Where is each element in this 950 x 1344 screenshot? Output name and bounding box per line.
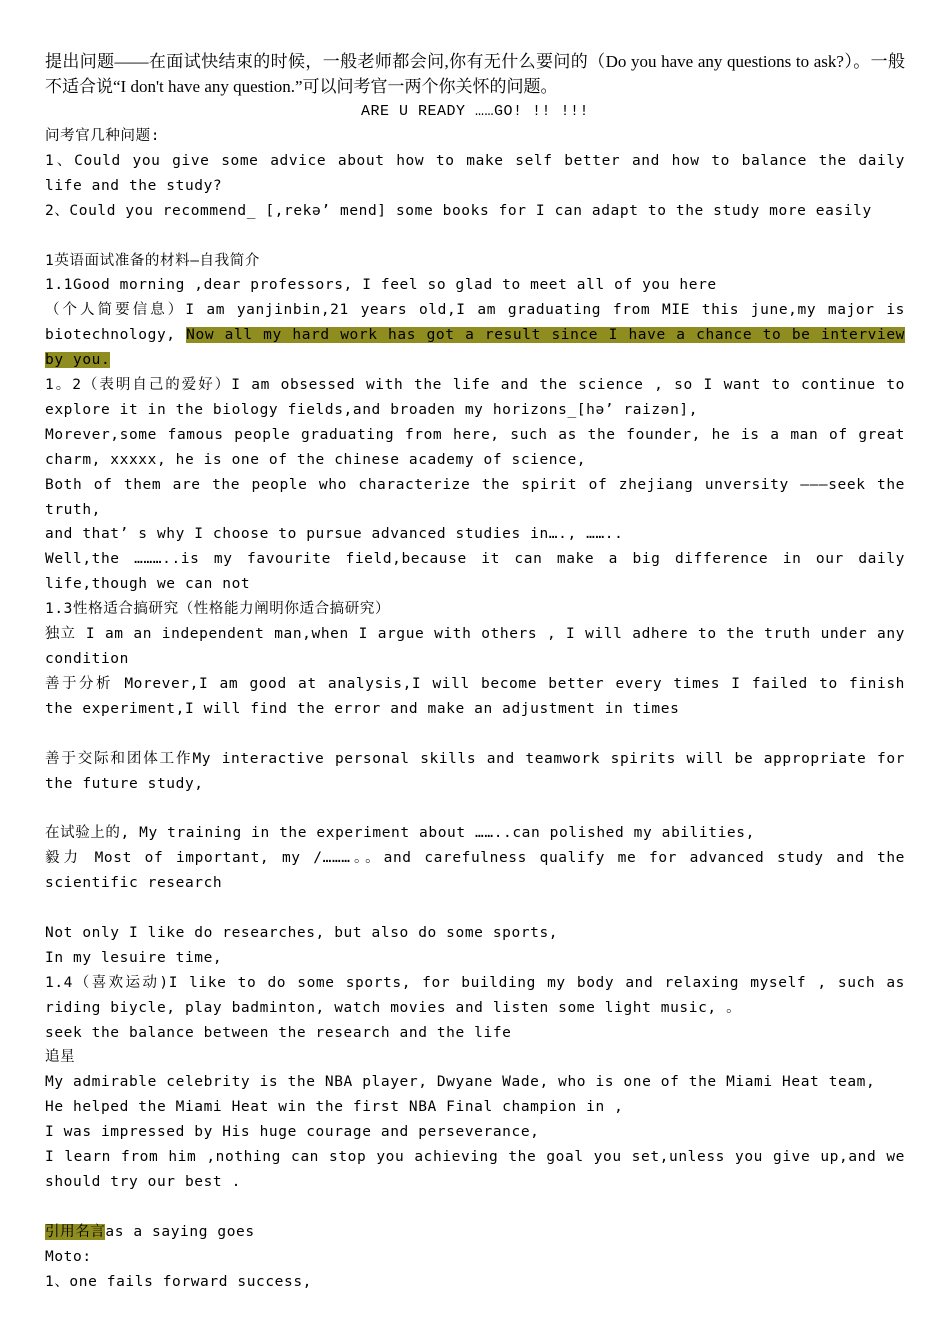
greeting-line: 1.1Good morning ,dear professors, I feel so glad to meet all of you here — [45, 277, 717, 294]
experiment-line: 在试验上的, My training in the experiment about ……..can polished my abilities, — [45, 825, 755, 842]
analysis-paragraph: 善于分析 Morever,I am good at analysis,I will become better every times I failed to finish the experiment,I will find the error and make an adjustment in times — [45, 675, 905, 717]
ready-line: ARE U READY ……GO! !! !!! — [360, 103, 590, 120]
question-1: 1、Could you give some advice about how to make self better and how to balance the daily life and the study? — [45, 152, 905, 194]
star-line-1: My admirable celebrity is the NBA player, Dwyane Wade, who is one of the Miami Heat team, — [45, 1074, 876, 1091]
star-heading: 追星 — [45, 1049, 76, 1066]
sport-line-2: In my lesuire time, — [45, 949, 223, 966]
blank-line — [45, 224, 905, 249]
balance-line: seek the balance between the research and the life — [45, 1024, 512, 1041]
spirit-paragraph: Both of them are the people who characterize the spirit of zhejiang unversity ———seek the truth, — [45, 476, 905, 518]
quote-highlight: 引用名言 — [45, 1223, 106, 1240]
highlighted-text: Now all my hard work has got a result since I have a chance to be interview by you. — [45, 327, 906, 369]
famous-people-paragraph: Morever,some famous people graduating from here, such as the founder, he is a man of great charm, xxxxx, he is one of the chinese academy of science, — [45, 426, 905, 468]
perseverance-paragraph: 毅力 Most of important, my /………。。and carefulness qualify me for advanced study and the scientific research — [45, 850, 905, 892]
moto-heading: Moto: — [45, 1248, 92, 1265]
choice-line: and that’ s why I choose to pursue advanced studies in…., …….. — [45, 526, 624, 543]
question-2: 2、Could you recommend_ [,rekə’ mend] some books for I can adapt to the study more easily — [45, 202, 872, 219]
star-line-2: He helped the Miami Heat win the first NBA Final champion in , — [45, 1099, 624, 1116]
independent-paragraph: 独立 I am an independent man,when I argue with others , I will adhere to the truth under any condition — [45, 626, 905, 668]
quote-line — [45, 1220, 905, 1245]
intro-paragraph: 提出问题——在面试快结束的时候，一般老师都会问,你有无什么要问的（Do you have any questions to ask?）。一般不适合说“I don't have any question.”可以问考官一两个你关怀的问题。 — [45, 52, 905, 96]
personal-info-paragraph — [45, 298, 905, 373]
questions-heading: 问考官几种问题: — [45, 128, 161, 144]
blank-line — [45, 896, 905, 921]
blank-line — [45, 1195, 905, 1220]
personal-info-text: （个人简要信息）I am yanjinbin,21 years old,I am graduating from MIE this june,my major is biotechnology, — [45, 302, 905, 344]
favourite-field-paragraph: Well,the ………..is my favourite field,because it can make a big difference in our daily life,though we can not — [45, 551, 905, 593]
moto-line-1: 1、one fails forward success, — [45, 1273, 313, 1290]
blank-line — [45, 796, 905, 821]
blank-line — [45, 722, 905, 747]
sport-line-1: Not only I like do researches, but also do some sports, — [45, 924, 559, 941]
star-line-3: I was impressed by His huge courage and perseverance, — [45, 1124, 540, 1141]
quote-rest: as a saying goes — [105, 1223, 255, 1240]
teamwork-paragraph: 善于交际和团体工作My interactive personal skills and teamwork spirits will be appropriate for the future study, — [45, 750, 905, 792]
star-paragraph-4: I learn from him ,nothing can stop you achieving the goal you set,unless you give up,and we should try our best . — [45, 1149, 905, 1190]
personality-heading: 1.3性格适合搞研究（性格能力阐明你适合搞研究） — [45, 601, 391, 618]
document-page — [45, 49, 905, 1295]
sports-paragraph: 1.4（喜欢运动)I like to do some sports, for building my body and relaxing myself , such as riding biycle, play badminton, watch movies and listen some light music, 。 — [45, 974, 905, 1016]
section-heading: 1英语面试准备的材料—自我简介 — [45, 252, 260, 269]
hobby-paragraph: 1。2（表明自己的爱好）I am obsessed with the life and the science , so I want to continue to explore it in the biology fields,and broaden my horizons_[hə’ raizən], — [45, 377, 905, 418]
